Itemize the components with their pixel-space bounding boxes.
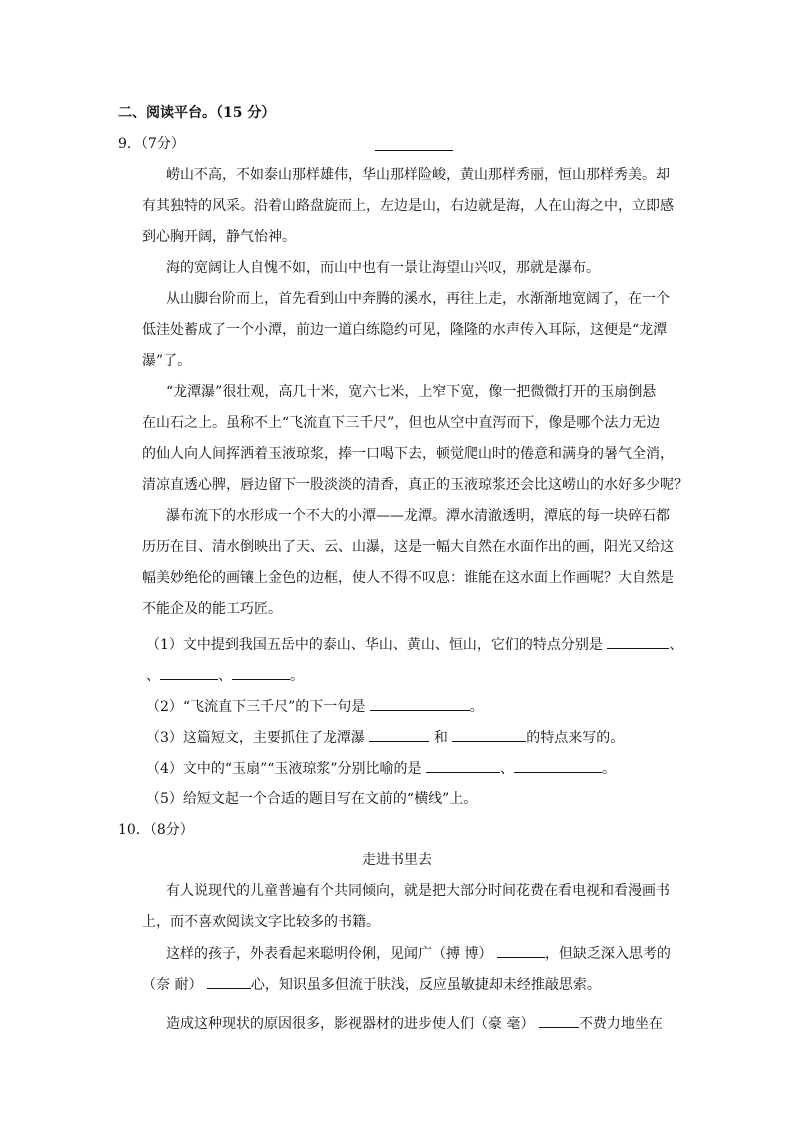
sub-question-text: 的特点来写的。 [526,730,625,746]
passage-text: 造成这种现状的原因很多，影视器材的进步使人们（豪 毫） [166,1016,535,1032]
passage-line: 有人说现代的儿童普遍有个共同倾向，就是把大部分时间花费在看电视和看漫画书 [166,883,670,899]
passage-line: 上，而不喜欢阅读文字比较多的书籍。 [142,914,380,930]
question-9-label: 9．（7分） [118,136,185,152]
passage-text: ，但缺乏深入思考的 [544,946,671,962]
passage-line: 不能企及的能工巧匠。 [142,601,282,617]
passage-line: 历历在目、清水倒映出了天、云、山瀑，这是一幅大自然在水面作出的画，阳光又给这 [142,539,674,555]
answer-blank[interactable] [207,974,251,989]
section-heading: 二、阅读平台。（15 分） [118,105,276,121]
passage-line: 海的宽阔让人自愧不如，而山中也有一景让海望山兴叹，那就是瀑布。 [166,260,600,276]
sub-question-1 [146,634,683,655]
separator: 。 [602,761,616,777]
sub-question-1-cont [146,665,304,686]
answer-blank[interactable] [370,696,470,711]
answer-blank[interactable] [607,634,669,649]
answer-blank[interactable] [452,727,526,742]
passage-text: 不费力地坐在 [578,1016,663,1032]
passage-text: 这样的孩子，外表看起来聪明伶俐，见闻广（搏 博） [166,946,493,962]
passage-line: 幅美妙绝伦的画镶上金色的边框，使人不得不叹息：谁能在这水面上作画呢？大自然是 [142,570,674,586]
passage-line: 崂山不高，不如泰山那样雄伟，华山那样险峻，黄山那样秀丽，恒山那样秀美。却 [166,167,670,183]
sub-question-text: （1）文中提到我国五岳中的泰山、华山、黄山、恒山，它们的特点分别是 [146,637,603,653]
passage-line: 瀑布流下的水形成一个不大的小潭——龙潭。潭水清澈透明，潭底的每一块碎石都 [166,508,670,524]
separator: 。 [290,668,304,684]
passage-line: 瀑”了。 [142,353,192,369]
separator: 、 [500,761,514,777]
passage-line: 从山脚台阶而上，首先看到山中奔腾的溪水，再往上走，水渐渐地宽阔了，在一个 [166,291,670,307]
passage-line [166,943,698,964]
sub-question-text: （3）这篇短文，主要抓住了龙潭瀑 [146,730,365,746]
answer-blank[interactable] [369,727,429,742]
passage-title: 走进书里去 [362,852,432,868]
sub-question-text: （2）“飞流直下三千尺”的下一句是 [146,699,366,715]
sub-question-2 [146,696,484,717]
separator: 、 [146,668,160,684]
sub-question-5: （5）给短文起一个合适的题目写在文前的“横线”上。 [146,791,478,807]
passage-line: 有其独特的风采。沿着山路盘旋而上，左边是山，右边就是海，人在山海之中，立即感 [142,198,674,214]
separator: 、 [218,668,232,684]
passage-line: “龙潭瀑”很壮观，高几十米，宽六七米，上窄下宽，像一把微微打开的玉扇倒悬 [166,384,657,400]
passage-line: 清凉直透心脾，唇边留下一股淡淡的清香，真正的玉液琼浆还会比这崂山的水好多少呢？ [142,477,688,493]
sub-question-text: （4）文中的“玉扇”“玉液琼浆”分别比喻的是 [146,761,422,777]
passage-line: 的仙人向人间挥洒着玉液琼浆，捧一口喝下去，顿觉爬山时的倦意和满身的暑气全消， [142,446,674,462]
passage-line: 低洼处蓄成了一个小潭，前边一道白练隐约可见，隆隆的水声传入耳际，这便是“龙潭 [142,322,668,338]
separator: 和 [433,730,448,746]
passage-line: 到心胸开阔，静气怡神。 [142,229,296,245]
answer-blank[interactable] [539,1013,579,1028]
passage-line: 在山石之上。虽称不上“飞流直下三千尺”，但也从空中直泻而下，像是哪个法力无边 [142,415,661,431]
answer-blank[interactable] [426,758,500,773]
separator: 。 [469,699,484,715]
passage-text: （奈 耐） [142,977,203,993]
passage-line [142,974,674,995]
separator: 、 [669,637,684,653]
question-10-label: 10．（8分） [118,822,194,838]
answer-blank[interactable] [160,665,218,680]
passage-text: 心，知识虽多但流于肤浅，反应虽敏捷却未经推敲思索。 [250,977,601,993]
sub-question-4 [146,758,616,779]
sub-question-3 [146,727,624,748]
passage-line [166,1013,698,1034]
title-blank-line [375,150,453,151]
answer-blank[interactable] [497,943,545,958]
answer-blank[interactable] [232,665,290,680]
answer-blank[interactable] [514,758,602,773]
